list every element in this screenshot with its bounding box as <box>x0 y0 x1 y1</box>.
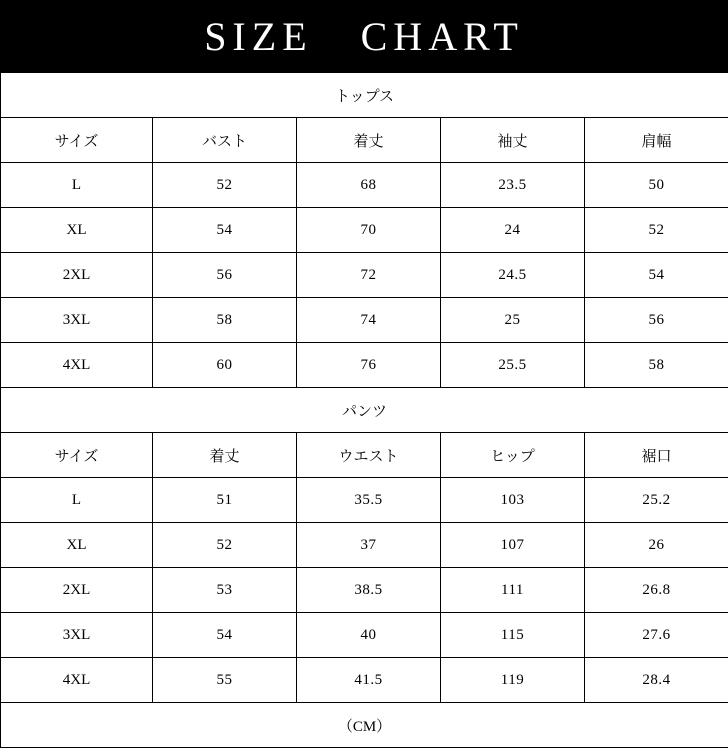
pants-row-0-hem: 25.2 <box>585 478 728 523</box>
tops-col-header-shoulder: 肩幅 <box>585 118 728 163</box>
pants-row-1-length: 52 <box>153 523 297 568</box>
table-row <box>1 253 728 298</box>
tops-col-header-sleeve: 袖丈 <box>441 118 585 163</box>
page-title: SIZE CHART <box>204 13 524 60</box>
pants-col-header-size: サイズ <box>1 433 153 478</box>
unit-label: （CM） <box>1 703 728 748</box>
pants-row-0-waist: 35.5 <box>297 478 441 523</box>
tops-row-2-length: 72 <box>297 253 441 298</box>
pants-row-1-hem: 26 <box>585 523 728 568</box>
pants-section-header-row <box>1 388 728 433</box>
pants-row-3-hem: 27.6 <box>585 613 728 658</box>
tops-row-1-sleeve: 24 <box>441 208 585 253</box>
tops-row-1-shoulder: 52 <box>585 208 728 253</box>
pants-col-header-waist: ウエスト <box>297 433 441 478</box>
pants-column-header-row <box>1 433 728 478</box>
tops-row-0-size: L <box>1 163 153 208</box>
table-row <box>1 163 728 208</box>
pants-row-0-length: 51 <box>153 478 297 523</box>
tops-section-label: トップス <box>1 73 728 118</box>
tops-section-header-row <box>1 73 728 118</box>
tops-row-1-bust: 54 <box>153 208 297 253</box>
pants-row-4-length: 55 <box>153 658 297 703</box>
table-row <box>1 568 728 613</box>
pants-row-1-size: XL <box>1 523 153 568</box>
pants-row-0-hip: 103 <box>441 478 585 523</box>
tops-row-3-size: 3XL <box>1 298 153 343</box>
tops-row-4-sleeve: 25.5 <box>441 343 585 388</box>
tops-row-2-shoulder: 54 <box>585 253 728 298</box>
pants-section-label: パンツ <box>1 388 728 433</box>
tops-col-header-bust: バスト <box>153 118 297 163</box>
pants-row-3-hip: 115 <box>441 613 585 658</box>
pants-col-header-length: 着丈 <box>153 433 297 478</box>
tops-row-0-shoulder: 50 <box>585 163 728 208</box>
tops-col-header-size: サイズ <box>1 118 153 163</box>
pants-row-1-waist: 37 <box>297 523 441 568</box>
tops-row-3-shoulder: 56 <box>585 298 728 343</box>
pants-row-4-hip: 119 <box>441 658 585 703</box>
pants-row-2-hip: 111 <box>441 568 585 613</box>
tops-row-0-sleeve: 23.5 <box>441 163 585 208</box>
table-row <box>1 478 728 523</box>
tops-row-0-length: 68 <box>297 163 441 208</box>
unit-row <box>1 703 728 748</box>
tops-row-3-length: 74 <box>297 298 441 343</box>
table-row <box>1 343 728 388</box>
tops-row-0-bust: 52 <box>153 163 297 208</box>
tops-row-4-shoulder: 58 <box>585 343 728 388</box>
title-bar <box>0 0 728 72</box>
table-row <box>1 208 728 253</box>
pants-row-1-hip: 107 <box>441 523 585 568</box>
pants-row-4-waist: 41.5 <box>297 658 441 703</box>
tops-row-3-sleeve: 25 <box>441 298 585 343</box>
tops-row-2-bust: 56 <box>153 253 297 298</box>
pants-col-header-hip: ヒップ <box>441 433 585 478</box>
tops-row-1-size: XL <box>1 208 153 253</box>
pants-row-0-size: L <box>1 478 153 523</box>
tops-row-4-size: 4XL <box>1 343 153 388</box>
pants-row-4-hem: 28.4 <box>585 658 728 703</box>
pants-row-3-waist: 40 <box>297 613 441 658</box>
table-row <box>1 523 728 568</box>
table-row <box>1 613 728 658</box>
tops-row-1-length: 70 <box>297 208 441 253</box>
table-row <box>1 658 728 703</box>
tops-column-header-row <box>1 118 728 163</box>
tops-row-4-bust: 60 <box>153 343 297 388</box>
pants-row-2-waist: 38.5 <box>297 568 441 613</box>
pants-row-2-hem: 26.8 <box>585 568 728 613</box>
pants-row-2-length: 53 <box>153 568 297 613</box>
tops-row-4-length: 76 <box>297 343 441 388</box>
size-chart-table <box>0 72 728 748</box>
tops-row-2-size: 2XL <box>1 253 153 298</box>
pants-row-3-length: 54 <box>153 613 297 658</box>
pants-row-3-size: 3XL <box>1 613 153 658</box>
pants-row-4-size: 4XL <box>1 658 153 703</box>
tops-row-3-bust: 58 <box>153 298 297 343</box>
table-row <box>1 298 728 343</box>
pants-col-header-hem: 裾口 <box>585 433 728 478</box>
tops-row-2-sleeve: 24.5 <box>441 253 585 298</box>
pants-row-2-size: 2XL <box>1 568 153 613</box>
tops-col-header-length: 着丈 <box>297 118 441 163</box>
